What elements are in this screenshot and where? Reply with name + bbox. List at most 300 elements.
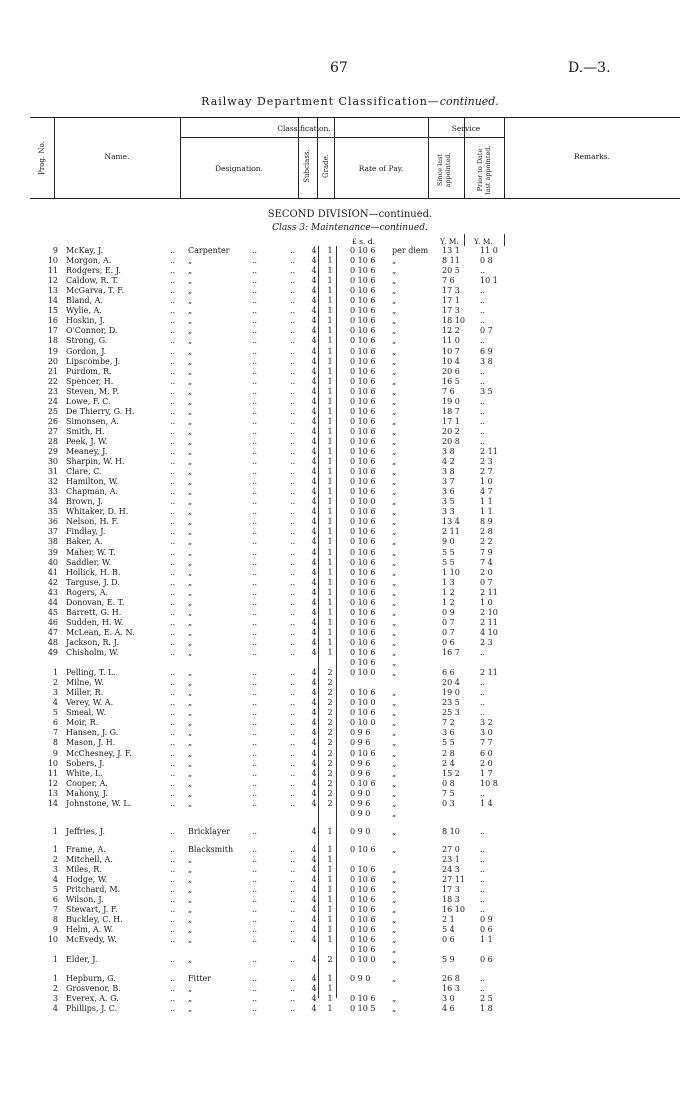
- cell-ym: 0 6: [442, 637, 455, 647]
- cell-no: 12: [47, 778, 58, 788]
- cell-no: 15: [47, 306, 58, 316]
- divider-rate: [464, 234, 465, 246]
- cell-d2: ..: [252, 286, 258, 296]
- table-row: [0, 588, 700, 598]
- cell-pr: ..: [480, 366, 486, 376]
- cell-name: McChesney, J. F.: [66, 748, 132, 758]
- cell-gr: 1: [327, 875, 333, 885]
- cell-ym: 0 7: [442, 627, 455, 637]
- cell-d2: ..: [252, 905, 258, 915]
- cell-pr: 4 7: [480, 487, 493, 497]
- cell-desig: „: [188, 748, 193, 758]
- cell-d2: ..: [252, 346, 258, 356]
- table-row: [0, 984, 700, 994]
- cell-d2: ..: [252, 973, 258, 983]
- cell-d2: ..: [252, 557, 258, 567]
- cell-ym: 23 1: [442, 854, 460, 864]
- cell-pr: 2 10: [480, 607, 498, 617]
- table-row: [0, 537, 700, 547]
- cell-ym: 2 1: [442, 915, 455, 925]
- cell-sub: 4: [311, 607, 317, 617]
- cell-unit: „: [392, 467, 397, 477]
- cell-d3: ..: [290, 527, 296, 537]
- cell-sub: 4: [311, 266, 317, 276]
- cell-ym: 0 8: [442, 778, 455, 788]
- cell-ym: 4 2: [442, 457, 455, 467]
- cell-no: 9: [52, 748, 58, 758]
- table-row: [0, 885, 700, 895]
- cell-name: Meaney, J.: [66, 447, 108, 456]
- cell-no: 26: [47, 416, 58, 426]
- cell-name: Buckley, C. H.: [66, 915, 123, 925]
- cell-unit: „: [392, 718, 397, 728]
- cell-d1: ..: [170, 668, 176, 678]
- cell-gr: 1: [327, 436, 333, 446]
- cell-d1: ..: [170, 306, 176, 316]
- cell-d3: ..: [290, 993, 296, 1003]
- cell-pay: 0 10 6: [350, 416, 376, 426]
- cell-d3: ..: [290, 547, 296, 557]
- cell-d2: ..: [252, 758, 258, 768]
- cell-sub: 4: [311, 718, 317, 728]
- cell-pr: ..: [480, 376, 486, 386]
- cell-d3: ..: [290, 648, 296, 657]
- cell-pr: ..: [480, 678, 486, 688]
- cell-desig: „: [188, 346, 193, 356]
- cell-sub: 4: [311, 286, 317, 296]
- cell-desig: „: [188, 286, 193, 296]
- cell-pr: ..: [480, 875, 486, 885]
- cell-d2: ..: [252, 396, 258, 406]
- cell-desig: „: [188, 597, 193, 607]
- cell-d3: ..: [290, 406, 296, 416]
- cell-d1: ..: [170, 728, 176, 738]
- cell-ym: 27 11: [442, 875, 465, 885]
- cell-desig: „: [188, 557, 193, 567]
- cell-unit: „: [392, 447, 397, 456]
- cell-desig: „: [188, 577, 193, 587]
- cell-no: 40: [47, 557, 58, 567]
- header-grade: Grade.: [322, 154, 330, 178]
- cell-d3: ..: [290, 844, 296, 854]
- cell-pr: ..: [480, 865, 486, 874]
- cell-sub: 4: [311, 748, 317, 758]
- cell-no: 43: [47, 587, 58, 597]
- cell-pr: ..: [480, 895, 486, 905]
- cell-sub: 4: [311, 356, 317, 366]
- cell-gr: 2: [327, 668, 333, 678]
- cell-desig: „: [188, 326, 193, 336]
- cell-pr: 7 9: [480, 547, 493, 557]
- cell-desig: „: [188, 935, 193, 945]
- cell-name: Morgon, A.: [66, 256, 112, 266]
- cell-d3: ..: [290, 698, 296, 708]
- cell-d1: ..: [170, 637, 176, 647]
- cell-d1: ..: [170, 875, 176, 885]
- cell-unit: „: [392, 826, 397, 836]
- cell-d1: ..: [170, 718, 176, 728]
- cell-no: 25: [47, 406, 58, 416]
- cell-pay: 0 10 6: [350, 316, 376, 326]
- cell-unit: „: [392, 1003, 397, 1013]
- cell-ym: 1 10: [442, 567, 460, 577]
- cell-d2: ..: [252, 266, 258, 276]
- header-designation: Designation.: [215, 164, 263, 173]
- cell-d1: ..: [170, 607, 176, 617]
- cell-desig: „: [188, 865, 193, 874]
- cell-desig: „: [188, 467, 193, 477]
- table-row: [0, 855, 700, 865]
- cell-gr: 1: [327, 346, 333, 356]
- cell-d2: ..: [252, 718, 258, 728]
- table-row: [0, 749, 700, 759]
- cell-pr: 7 4: [480, 557, 493, 567]
- cell-name: Smeal, W.: [66, 708, 106, 718]
- cell-unit: „: [392, 668, 397, 678]
- cell-no: 18: [47, 336, 58, 346]
- cell-sub: 4: [311, 973, 317, 983]
- cell-ym: 18 7: [442, 406, 460, 416]
- cell-no: 13: [47, 788, 58, 798]
- cell-pay: 0 10 6: [350, 993, 376, 1003]
- table-row: [0, 316, 700, 326]
- cell-d3: ..: [290, 865, 296, 874]
- cell-d3: ..: [290, 447, 296, 456]
- cell-name: Baker, A.: [66, 537, 103, 547]
- cell-d2: ..: [252, 507, 258, 517]
- cell-gr: 2: [327, 788, 333, 798]
- cell-no: 19: [47, 346, 58, 356]
- cell-ym: 1 2: [442, 587, 455, 597]
- cell-gr: 1: [327, 507, 333, 517]
- cell-gr: 2: [327, 768, 333, 778]
- cell-no: 46: [47, 617, 58, 627]
- cell-desig: „: [188, 386, 193, 396]
- cell-pay: 0 10 0: [350, 668, 376, 678]
- cell-sub: 4: [311, 426, 317, 436]
- cell-d1: ..: [170, 854, 176, 864]
- cell-name: Hodge, W.: [66, 875, 108, 885]
- cell-name: Gordon, J.: [66, 346, 107, 356]
- cell-pay: 0 10 6: [350, 875, 376, 885]
- cell-d1: ..: [170, 708, 176, 718]
- cell-no: 47: [47, 627, 58, 637]
- cell-d3: ..: [290, 497, 296, 507]
- cell-d1: ..: [170, 648, 176, 657]
- cell-d1: ..: [170, 597, 176, 607]
- divider-service: [504, 234, 505, 246]
- cell-unit: „: [392, 895, 397, 905]
- cell-d1: ..: [170, 925, 176, 935]
- cell-d1: ..: [170, 885, 176, 895]
- cell-unit: „: [392, 306, 397, 316]
- cell-pr: 1 1: [480, 497, 493, 507]
- cell-d1: ..: [170, 406, 176, 416]
- cell-gr: 1: [327, 627, 333, 637]
- cell-gr: 1: [327, 854, 333, 864]
- cell-pay: 0 10 6: [350, 457, 376, 467]
- table-row: [0, 688, 700, 698]
- cell-pay: 0 10 6: [350, 607, 376, 617]
- cell-gr: 2: [327, 778, 333, 788]
- cell-d2: ..: [252, 326, 258, 336]
- cell-pr: 2 0: [480, 758, 493, 768]
- cell-sub: 4: [311, 678, 317, 688]
- cell-desig: „: [188, 993, 193, 1003]
- cell-d2: ..: [252, 406, 258, 416]
- cell-d2: ..: [252, 336, 258, 346]
- cell-pay: 0 10 6: [350, 844, 376, 854]
- cell-d2: ..: [252, 708, 258, 718]
- cell-sub: 4: [311, 537, 317, 547]
- table-row: [0, 578, 700, 588]
- cell-desig: „: [188, 905, 193, 915]
- cell-unit: per diem: [392, 246, 429, 255]
- cell-pay: 0 10 6: [350, 537, 376, 547]
- cell-sub: 4: [311, 376, 317, 386]
- cell-pay: 0 10 6: [350, 266, 376, 276]
- cell-no: 27: [47, 426, 58, 436]
- table-row: [0, 437, 700, 447]
- cell-gr: 1: [327, 915, 333, 925]
- table-header: [30, 117, 680, 199]
- cell-name: Elder, J.: [66, 955, 98, 965]
- cell-sub: 4: [311, 467, 317, 477]
- cell-d3: ..: [290, 396, 296, 406]
- cell-d2: ..: [252, 627, 258, 637]
- cell-d2: ..: [252, 1003, 258, 1013]
- cell-d2: ..: [252, 467, 258, 477]
- cell-gr: 1: [327, 426, 333, 436]
- cell-ym: 16 10: [442, 905, 465, 915]
- cell-gr: 1: [327, 467, 333, 477]
- cell-pr: ..: [480, 286, 486, 296]
- cell-ym: 16 7: [442, 648, 460, 657]
- cell-gr: 1: [327, 316, 333, 326]
- page-title: [0, 95, 700, 108]
- table-row: [0, 895, 700, 905]
- cell-no: 45: [47, 607, 58, 617]
- cell-pay: 0 9 6: [350, 768, 371, 778]
- cell-no: 23: [47, 386, 58, 396]
- cell-pr: 10 1: [480, 276, 498, 286]
- cell-desig: „: [188, 477, 193, 487]
- cell-pr: 2 7: [480, 467, 493, 477]
- cell-pay: 0 10 6: [350, 627, 376, 637]
- cell-name: Chisholm, W.: [66, 648, 119, 657]
- cell-d1: ..: [170, 326, 176, 336]
- cell-d3: ..: [290, 256, 296, 266]
- table-row: [0, 759, 700, 769]
- cell-sub: 4: [311, 547, 317, 557]
- table-row: [0, 925, 700, 935]
- table-row: [0, 497, 700, 507]
- cell-sub: 4: [311, 336, 317, 346]
- cell-ym: 10 7: [442, 346, 460, 356]
- cell-pr: ..: [480, 406, 486, 416]
- cell-unit: „: [392, 316, 397, 326]
- cell-name: Jeffries, J.: [66, 826, 106, 836]
- cell-d1: ..: [170, 436, 176, 446]
- cell-gr: 1: [327, 983, 333, 993]
- cell-name: Hoskin, J.: [66, 316, 105, 326]
- table-row: [0, 347, 700, 357]
- cell-pay: 0 10 6: [350, 597, 376, 607]
- cell-no: 9: [52, 246, 58, 255]
- cell-pr: 1 1: [480, 935, 493, 945]
- cell-pr: 1 1: [480, 507, 493, 517]
- cell-pr: 0 6: [480, 955, 493, 965]
- cell-no: 10: [47, 758, 58, 768]
- cell-pay: 0 10 6: [350, 865, 376, 874]
- table-row: [0, 467, 700, 477]
- cell-d2: ..: [252, 637, 258, 647]
- cell-unit: „: [392, 386, 397, 396]
- cell-no: 7: [52, 905, 58, 915]
- cell-name: Pelling, T. L.: [66, 668, 116, 678]
- cell-unit: „: [392, 296, 397, 306]
- cell-sub: 4: [311, 708, 317, 718]
- cell-d1: ..: [170, 246, 176, 255]
- cell-sub: 4: [311, 477, 317, 487]
- cell-d1: ..: [170, 587, 176, 597]
- table-row: [0, 286, 700, 296]
- table-row: [0, 447, 700, 457]
- table-row: [0, 558, 700, 568]
- cell-pay: 0 10 6: [350, 447, 376, 456]
- cell-no: 1: [52, 844, 58, 854]
- header-service: Service: [451, 124, 481, 133]
- cell-pr: 0 9: [480, 915, 493, 925]
- cell-sub: 4: [311, 935, 317, 945]
- cell-no: 1: [52, 955, 58, 965]
- cell-d1: ..: [170, 738, 176, 748]
- cell-name: Hansen, J. G.: [66, 728, 119, 738]
- cell-ym: 16 3: [442, 983, 460, 993]
- cell-unit: „: [392, 728, 397, 738]
- cell-no: 22: [47, 376, 58, 386]
- cell-d2: ..: [252, 447, 258, 456]
- cell-name: Hepburn, G.: [66, 973, 116, 983]
- cell-pay: 0 10 6: [350, 885, 376, 895]
- cell-d2: ..: [252, 517, 258, 527]
- cell-pay: 0 10 6: [350, 286, 376, 296]
- cell-no: 8: [52, 915, 58, 925]
- cell-unit: „: [392, 336, 397, 346]
- cell-no: 41: [47, 567, 58, 577]
- cell-gr: 1: [327, 557, 333, 567]
- table-row: [0, 1004, 700, 1014]
- header-prog-no: Prog. No.: [38, 141, 46, 175]
- header-classification: Classification.: [277, 124, 331, 133]
- cell-d1: ..: [170, 366, 176, 376]
- cell-d3: ..: [290, 668, 296, 678]
- cell-no: 12: [47, 276, 58, 286]
- cell-sub: 4: [311, 905, 317, 915]
- cell-desig: Blacksmith: [188, 844, 234, 854]
- cell-pay: 0 9 6: [350, 738, 371, 748]
- cell-desig: „: [188, 668, 193, 678]
- cell-d1: ..: [170, 617, 176, 627]
- table-row: [0, 738, 700, 748]
- cell-no: 4: [52, 1003, 58, 1013]
- cell-sub: 4: [311, 396, 317, 406]
- cell-sub: 4: [311, 865, 317, 874]
- cell-sub: 4: [311, 637, 317, 647]
- cell-desig: „: [188, 406, 193, 416]
- cell-pr: ..: [480, 416, 486, 426]
- cell-ym: 0 7: [442, 617, 455, 627]
- cell-no: 21: [47, 366, 58, 376]
- cell-gr: 1: [327, 597, 333, 607]
- cell-pr: 2 2: [480, 537, 493, 547]
- cell-d3: ..: [290, 457, 296, 467]
- cell-name: Phillips, J. C.: [66, 1003, 118, 1013]
- cell-no: 3: [52, 688, 58, 698]
- table-row: [0, 827, 700, 837]
- header-subclass: Subclass.: [303, 149, 311, 183]
- table-row: [0, 658, 700, 668]
- table-row: [0, 367, 700, 377]
- cell-pay: 0 10 6: [350, 925, 376, 935]
- cell-name: Hollick, H. B.: [66, 567, 121, 577]
- cell-gr: 1: [327, 826, 333, 836]
- cell-pr: ..: [480, 296, 486, 306]
- cell-gr: 1: [327, 497, 333, 507]
- cell-name: McEvedy, W.: [66, 935, 117, 945]
- cell-desig: „: [188, 527, 193, 537]
- cell-d3: ..: [290, 1003, 296, 1013]
- cell-ym: 18 3: [442, 895, 460, 905]
- cell-desig: „: [188, 983, 193, 993]
- cell-d2: ..: [252, 935, 258, 945]
- cell-pay: 0 10 0: [350, 718, 376, 728]
- table-row: [0, 387, 700, 397]
- cell-unit: „: [392, 925, 397, 935]
- cell-d2: ..: [252, 607, 258, 617]
- cell-gr: 2: [327, 748, 333, 758]
- cell-ym: 18 10: [442, 316, 465, 326]
- cell-no: 14: [47, 296, 58, 306]
- cell-d2: ..: [252, 728, 258, 738]
- cell-desig: „: [188, 356, 193, 366]
- cell-ym: 5 9: [442, 955, 455, 965]
- cell-gr: 1: [327, 477, 333, 487]
- cell-d1: ..: [170, 557, 176, 567]
- cell-desig: „: [188, 517, 193, 527]
- header-remarks: Remarks.: [573, 152, 611, 161]
- cell-desig: „: [188, 497, 193, 507]
- cell-pay: 0 10 0: [350, 497, 376, 507]
- cell-ym: 17 1: [442, 416, 460, 426]
- cell-unit: „: [392, 406, 397, 416]
- cell-pr: ..: [480, 885, 486, 895]
- cell-gr: 1: [327, 1003, 333, 1013]
- cell-d3: ..: [290, 376, 296, 386]
- cell-unit: „: [392, 688, 397, 698]
- cell-name: Sharpin, W. H.: [66, 457, 125, 467]
- cell-no: 2: [52, 854, 58, 864]
- cell-name: Moir, R.: [66, 718, 99, 728]
- cell-d1: ..: [170, 688, 176, 698]
- cell-unit: „: [392, 547, 397, 557]
- cell-unit: „: [392, 778, 397, 788]
- cell-ym: 20 8: [442, 436, 460, 446]
- cell-name: Caldow, R. T.: [66, 276, 119, 286]
- cell-d3: ..: [290, 758, 296, 768]
- cell-pr: 2 3: [480, 637, 493, 647]
- cell-unit: „: [392, 648, 397, 657]
